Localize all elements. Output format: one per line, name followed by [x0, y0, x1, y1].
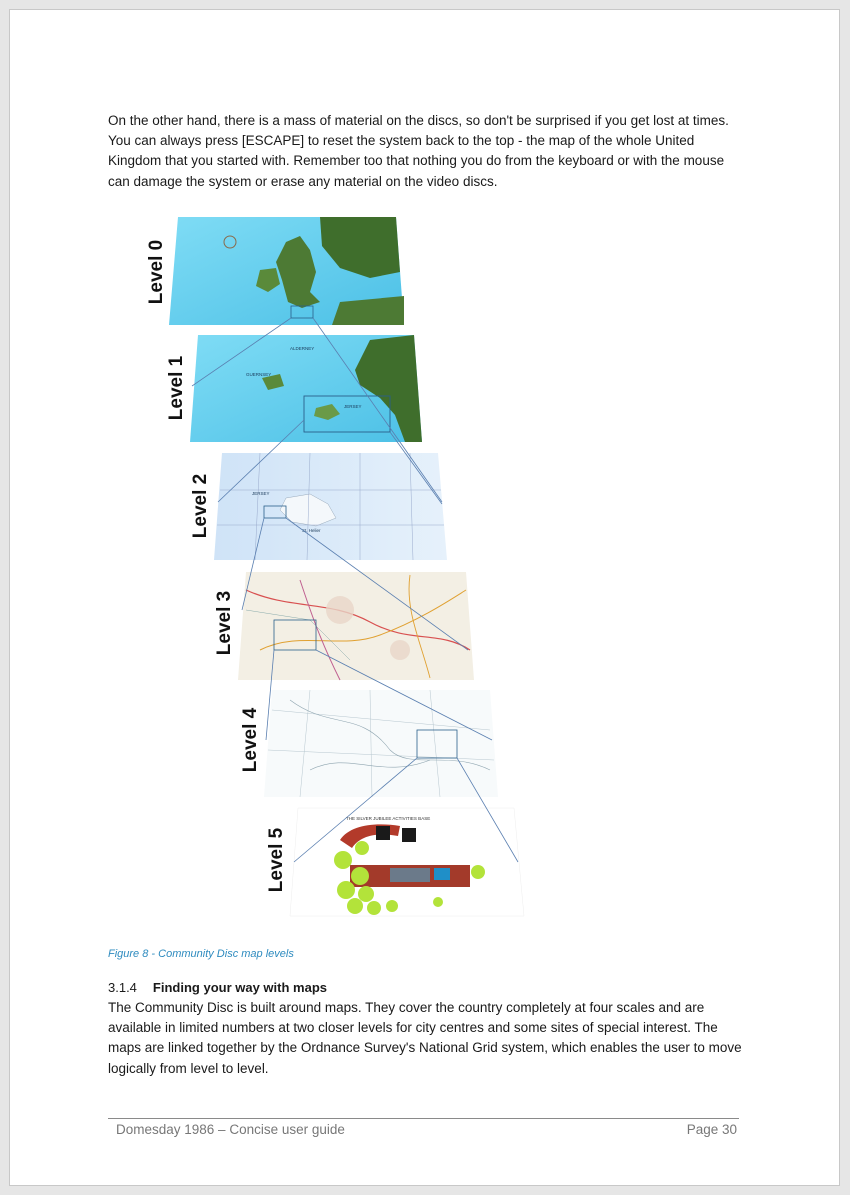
jersey-label-l1: JERSEY [344, 404, 362, 409]
map-level-4 [264, 690, 498, 797]
level-0-label: Level 0 [146, 239, 167, 305]
body-paragraph: On the other hand, there is a mass of material on the discs, so don't be surprised if you get lost at times. You can always press [ESCAPE] to reset the system back to the top - the map of the whole United Kingdom that you started with. Remember too that nothing you do from the keyboard or with the mouse can damage the system or erase any material on the video discs. [108, 113, 729, 189]
map-level-1 [190, 335, 422, 442]
level-2-label: Level 2 [190, 473, 211, 539]
level-5-label: Level 5 [266, 827, 287, 893]
document-page [9, 9, 840, 1186]
footer-document-title: Domesday 1986 – Concise user guide [116, 1122, 345, 1137]
map-level-2 [214, 453, 447, 560]
section-number: 3.1.4 [108, 980, 137, 995]
map-level-5 [290, 808, 524, 916]
body-paragraph-2: The Community Disc is built around maps. They cover the country completely at four scales and are available in limited numbers at two closer levels for city centres and some sites of special interest. The maps are linked together by the Ordnance Survey's National Grid system, which enables the user to move logically from level to level. [108, 1000, 742, 1076]
map-levels-figure [10, 10, 841, 940]
section-title: Finding your way with maps [152, 980, 327, 995]
map-level-3 [238, 572, 474, 680]
guernsey-label: GUERNSEY [246, 372, 272, 377]
st-helier-label: St. Helier [302, 528, 321, 533]
jersey-label-l2: JERSEY [252, 491, 270, 496]
level-1-label: Level 1 [166, 355, 187, 421]
figure-caption: Figure 8 - Community Disc map levels [108, 948, 294, 960]
level-3-label: Level 3 [214, 590, 235, 656]
level-4-label: Level 4 [240, 707, 261, 773]
footer-divider [108, 1118, 739, 1119]
base-title-label: THE SILVER JUBILEE ACTIVITIES BASE [346, 816, 431, 821]
map-level-0 [169, 217, 404, 325]
footer-page-number: Page 30 [686, 1122, 737, 1137]
section-heading [108, 980, 327, 995]
alderney-label: ALDERNEY [290, 346, 315, 351]
